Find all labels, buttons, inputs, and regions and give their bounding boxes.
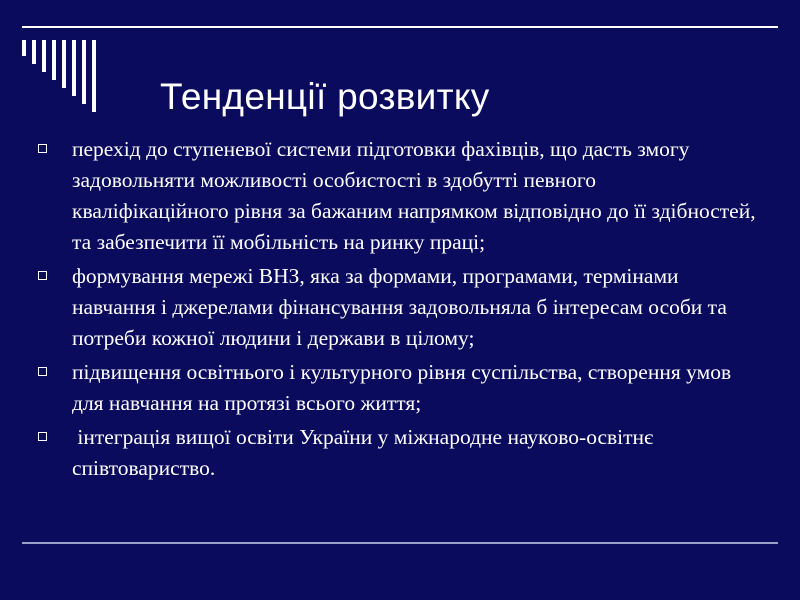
bullet-item xyxy=(36,261,756,354)
top-rule xyxy=(22,26,778,28)
hollow-square-icon xyxy=(38,432,47,441)
bullet-item xyxy=(36,422,756,484)
hollow-square-icon xyxy=(38,144,47,153)
bullet-text: перехід до ступеневої системи підготовки фахівців, що дасть змогу задовольняти можливості особистості в здобутті певного кваліфікаційного рівня за бажаним напрямком відповідно до її здібностей, та забезпечити її мобільність на ринку праці; xyxy=(72,137,756,254)
bullet-list xyxy=(36,134,756,487)
decorative-stripe xyxy=(82,40,86,104)
decorative-stripe xyxy=(42,40,46,72)
decorative-stripe xyxy=(72,40,76,96)
decorative-stripe xyxy=(92,40,96,112)
decorative-stripe xyxy=(52,40,56,80)
decorative-stripe xyxy=(32,40,36,64)
decorative-stripe xyxy=(22,40,26,56)
hollow-square-icon xyxy=(38,271,47,280)
bullet-text: підвищення освітнього і культурного рівня суспільства, створення умов для навчання на протязі всього життя; xyxy=(72,360,732,415)
bullet-item xyxy=(36,357,756,419)
decorative-stripes xyxy=(22,40,142,116)
decorative-stripe xyxy=(62,40,66,88)
bullet-item xyxy=(36,134,756,258)
bottom-rule xyxy=(22,542,778,544)
slide-title: Тенденції розвитку xyxy=(160,76,490,117)
bullet-text: формування мережі ВНЗ, яка за формами, програмами, термінами навчання і джерелами фінансування задовольняла б інтересам особи та потреби кожної людини і держави в цілому; xyxy=(72,264,727,350)
bullet-text: інтеграція вищої освіти України у міжнародне науково-освітнє співтовариство. xyxy=(72,425,659,480)
hollow-square-icon xyxy=(38,367,47,376)
